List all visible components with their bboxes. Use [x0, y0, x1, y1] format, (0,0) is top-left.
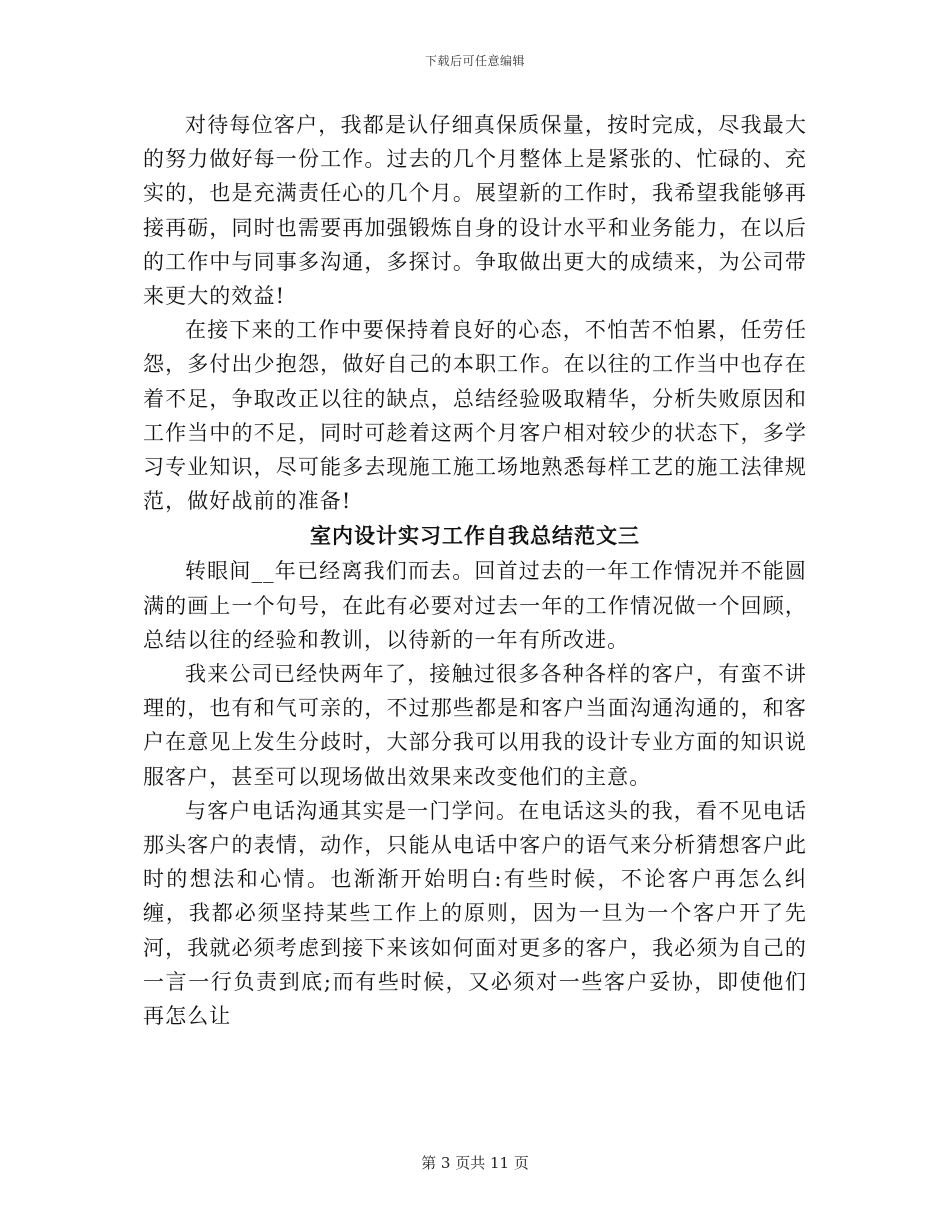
- paragraph-5: 与客户电话沟通其实是一门学问。在电话这头的我，看不见电话那头客户的表情，动作，只能从电话中客户的语气来分析猜想客户此时的想法和心情。也渐渐开始明白:有些时候，不论客户再怎么纠缠，我都必须坚持某些工作上的原则，因为一旦为一个客户开了先河，我就必须考虑到接下来该如何面对更多的客户，我必须为自己的一言一行负责到底;而有些时候，又必须对一些客户妥协，即使他们再怎么让: [143, 798, 807, 1029]
- paragraph-1: 对待每位客户，我都是认仔细真保质保量，按时完成，尽我最大的努力做好每一份工作。过去的几个月整体上是紧张的、忙碌的、充实的，也是充满责任心的几个月。展望新的工作时，我希望我能够再接再砺，同时也需要再加强锻炼自身的设计水平和业务能力，在以后的工作中与同事多沟通，多探讨。争取做出更大的成绩来，为公司带来更大的效益!: [143, 113, 807, 309]
- page-number: 第 3 页共 11 页: [421, 1154, 529, 1172]
- paragraph-2: 在接下来的工作中要保持着良好的心态，不怕苦不怕累，任劳任怨，多付出少抱怨，做好自己的本职工作。在以往的工作当中也存在着不足，争取改正以往的缺点，总结经验吸取精华，分析失败原因和工作当中的不足，同时可趁着这两个月客户相对较少的状态下，多学习专业知识，尽可能多去现施工施工场地熟悉每样工艺的施工法律规范，做好战前的准备!: [143, 318, 807, 514]
- section-title: 室内设计实习工作自我总结范文三: [310, 524, 640, 549]
- paragraph-4: 我来公司已经快两年了，接触过很多各种各样的客户，有蛮不讲理的，也有和气可亲的，不过那些都是和客户当面沟通沟通的，和客户在意见上发生分歧时，大部分我可以用我的设计专业方面的知识说服客户，甚至可以现场做出效果来改变他们的主意。: [143, 662, 807, 789]
- paragraph-3: 转眼间__年已经离我们而去。回首过去的一年工作情况并不能圆满的画上一个句号，在此有必要对过去一年的工作情况做一个回顾，总结以往的经验和教训，以待新的一年有所改进。: [143, 559, 807, 652]
- document-body: [143, 108, 807, 1033]
- page-header-note: 下载后可任意编辑: [424, 54, 525, 68]
